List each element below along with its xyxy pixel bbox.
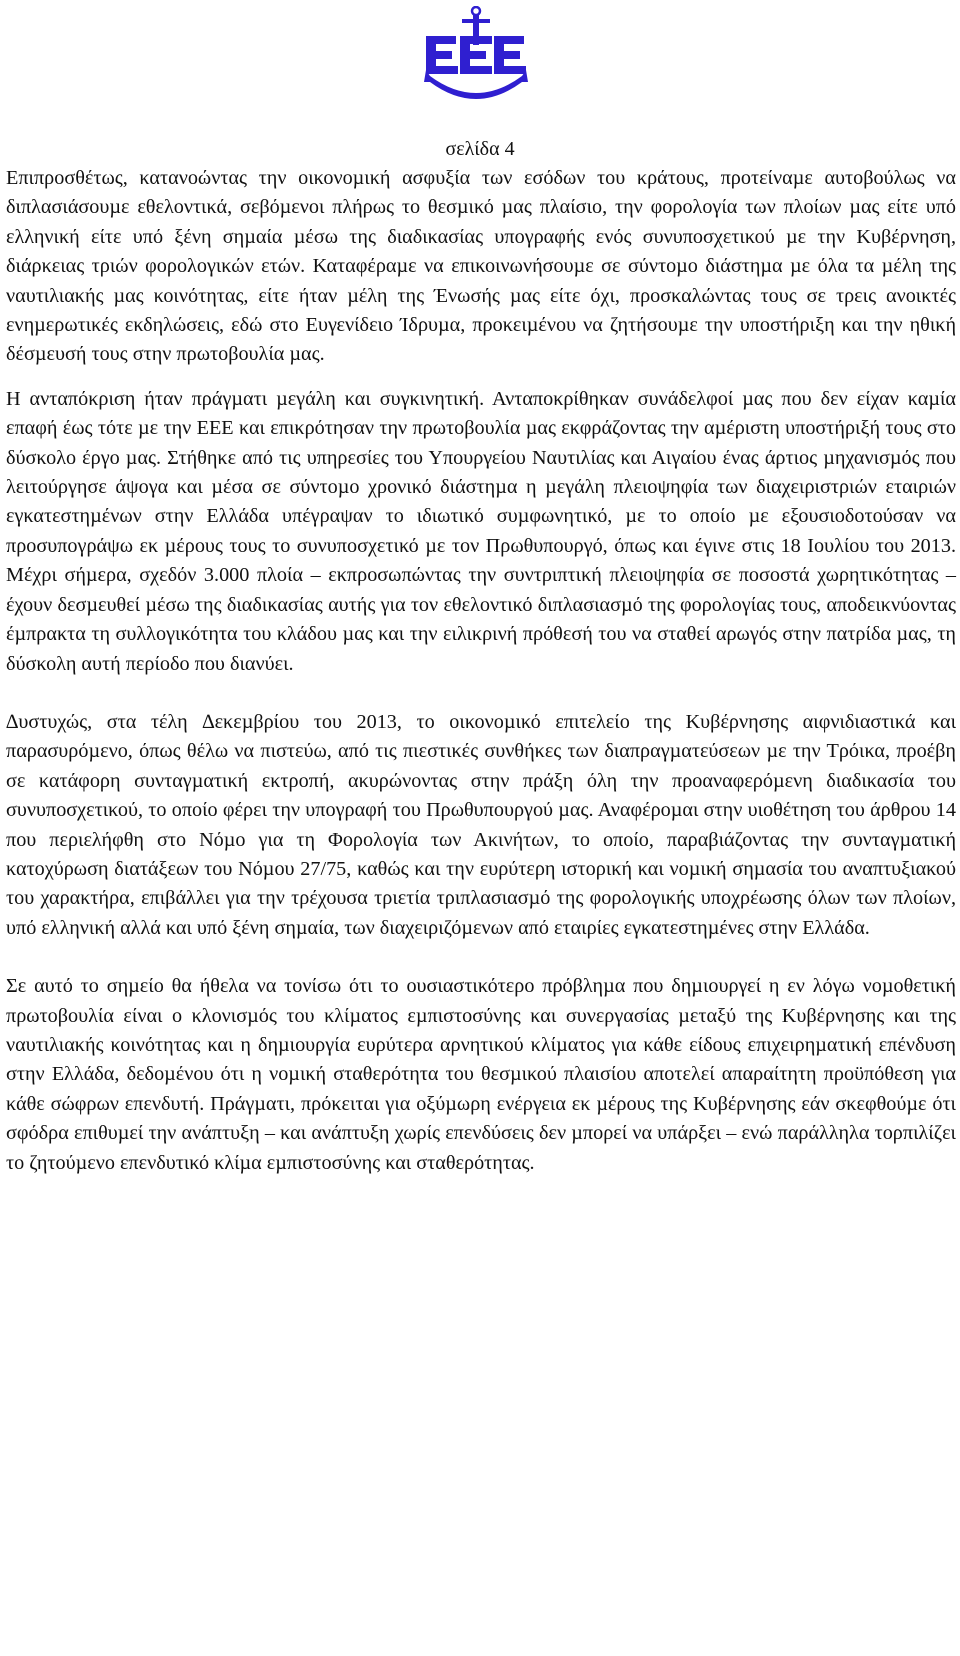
paragraph-1: Επιπροσθέτως, κατανοώντας την οικονοµική ασφυξία των εσόδων του κράτους, προτείναµε αυτοβούλως να διπλασιάσουµε εθελοντικά, σεβόµενοι πλήρως το θεσµικό µας πλαίσιο, την φορολογία των πλοίων µας είτε υπό ελληνική είτε υπό ξένη σηµαία µέσω της διαδικασίας υπογραφής ενός συνυποσχετικού µε την Κυβέρνηση, διάρκειας τριών φορολογικών ετών. Καταφέραµε να επικοινωνήσουµε σε σύντοµο διάστηµα µε όλα τα µέλη της ναυτιλιακής µας κοινότητας, είτε ήταν µέλη της Ένωσής µας είτε όχι, προσκαλώντας τους σε τρεις ανοικτές ενηµερωτικές εκδηλώσεις, εδώ στο Ευγενίδειο Ίδρυµα, προκειµένου να ζητήσουµε την υποστήριξη και την ηθική δέσµευσή τους στην πρωτοβουλία µας. xyxy=(6,167,956,366)
paragraph-4: Σε αυτό το σηµείο θα ήθελα να τονίσω ότι το ουσιαστικότερο πρόβληµα που δηµιουργεί η εν λόγω νοµοθετική πρωτοβουλία είναι ο κλονισµός του κλίµατος εµπιστοσύνης και συνεργασίας µεταξύ της Κυβέρνησης και της ναυτιλιακής κοινότητας και η δηµιουργία ευρύτερα αρνητικού κλίµατος για κάθε είδους επιχειρηµατική επένδυση στην Ελλάδα, δεδοµένου ότι η νοµική σταθερότητα του θεσµικού πλαισίου αποτελεί απαραίτητη προϋπόθεση για κάθε σώφρων επενδυτή. Πράγµατι, πρόκειται για οξύµωρη ενέργεια εκ µέρους της Κυβέρνησης εάν σκεφθούµε ότι σφόδρα επιθυµεί την ανάπτυξη – και ανάπτυξη χωρίς επενδύσεις δεν µπορεί να υπάρξει – ενώ παράλληλα τορπιλίζει το ζητούµενο επενδυτικό κλίµα εµπιστοσύνης και σταθερότητας. xyxy=(6,975,956,1174)
eee-anchor-logo-icon xyxy=(424,6,528,102)
page-number: σελίδα 4 xyxy=(445,138,515,160)
paragraph-2: Η ανταπόκριση ήταν πράγµατι µεγάλη και συγκινητική. Ανταποκρίθηκαν συνάδελφοί µας που δεν είχαν καµία επαφή έως τότε µε την ΕΕΕ και επικρότησαν την πρωτοβουλία µας εκφράζοντας την αµέριστη υποστήριξή τους στο δύσκολο έργο µας. Στήθηκε από τις υπηρεσίες του Υπουργείου Ναυτιλίας και Αιγαίου ένας άρτιος µηχανισµός που λειτούργησε άψογα και µέσα σε σύντοµο χρονικό διάστηµα η µεγάλη πλειοψηφία των διαχειριστριών εταιριών εγκατεστηµένων στην Ελλάδα υπέγραψαν το ιδιωτικό συµφωνητικό, µε το οποίο µε εξουσιοδοτούσαν να προσυπογράψω εκ µέρους τους το συνυποσχετικό µε τον Πρωθυπουργό, όπως και έγινε στις 18 Ιουλίου του 2013. Μέχρι σήµερα, σχεδόν 3.000 πλοία – εκπροσωπώντας την συντριπτική πλειοψηφία σε ποσοστά χωρητικότητας – έχουν δεσµευθεί µέσω της διαδικασίας αυτής για τον εθελοντικό διπλασιασµό της φορολογίας τους, αποδεικνύοντας έµπρακτα τη συλλογικότητα του κλάδου µας και την ειλικρινή πρόθεσή του να σταθεί αρωγός στην πατρίδα µας, τη δύσκολη αυτή περίοδο που διανύει. xyxy=(6,387,956,675)
document-body xyxy=(6,164,956,1178)
paragraph-3: ∆υστυχώς, στα τέλη ∆εκεµβρίου του 2013, το οικονοµικό επιτελείο της Κυβέρνησης αιφνιδιαστικά και παρασυρόµενο, όπως θέλω να πιστεύω, από τις πιεστικές συνθήκες των διαπραγµατεύσεων µε την Τρόικα, προέβη σε κατάφορη συνταγµατική εκτροπή, ακυρώνοντας στην πράξη όλη την προαναφερόµενη διαδικασία του συνυποσχετικού, το οποίο φέρει την υπογραφή του Πρωθυπουργού µας. Αναφέροµαι στην υιοθέτηση του άρθρου 14 που περιελήφθη στο Νόµο για τη Φορολογία των Ακινήτων, το οποίο, παραβιάζοντας την συνταγµατική κατοχύρωση διατάξεων του Νόµου 27/75, καθώς και την ευρύτερη ιστορική και νοµική σηµασία του αναπτυξιακού του χαρακτήρα, επιβάλλει για την τρέχουσα τριετία τριπλασιασµό της φορολογικής υποχρέωσης όλων των πλοίων, υπό ελληνική αλλά και υπό ξένη σηµαία, των διαχειριζόµενων από εταιρίες εγκατεστηµένες στην Ελλάδα. xyxy=(6,710,956,939)
